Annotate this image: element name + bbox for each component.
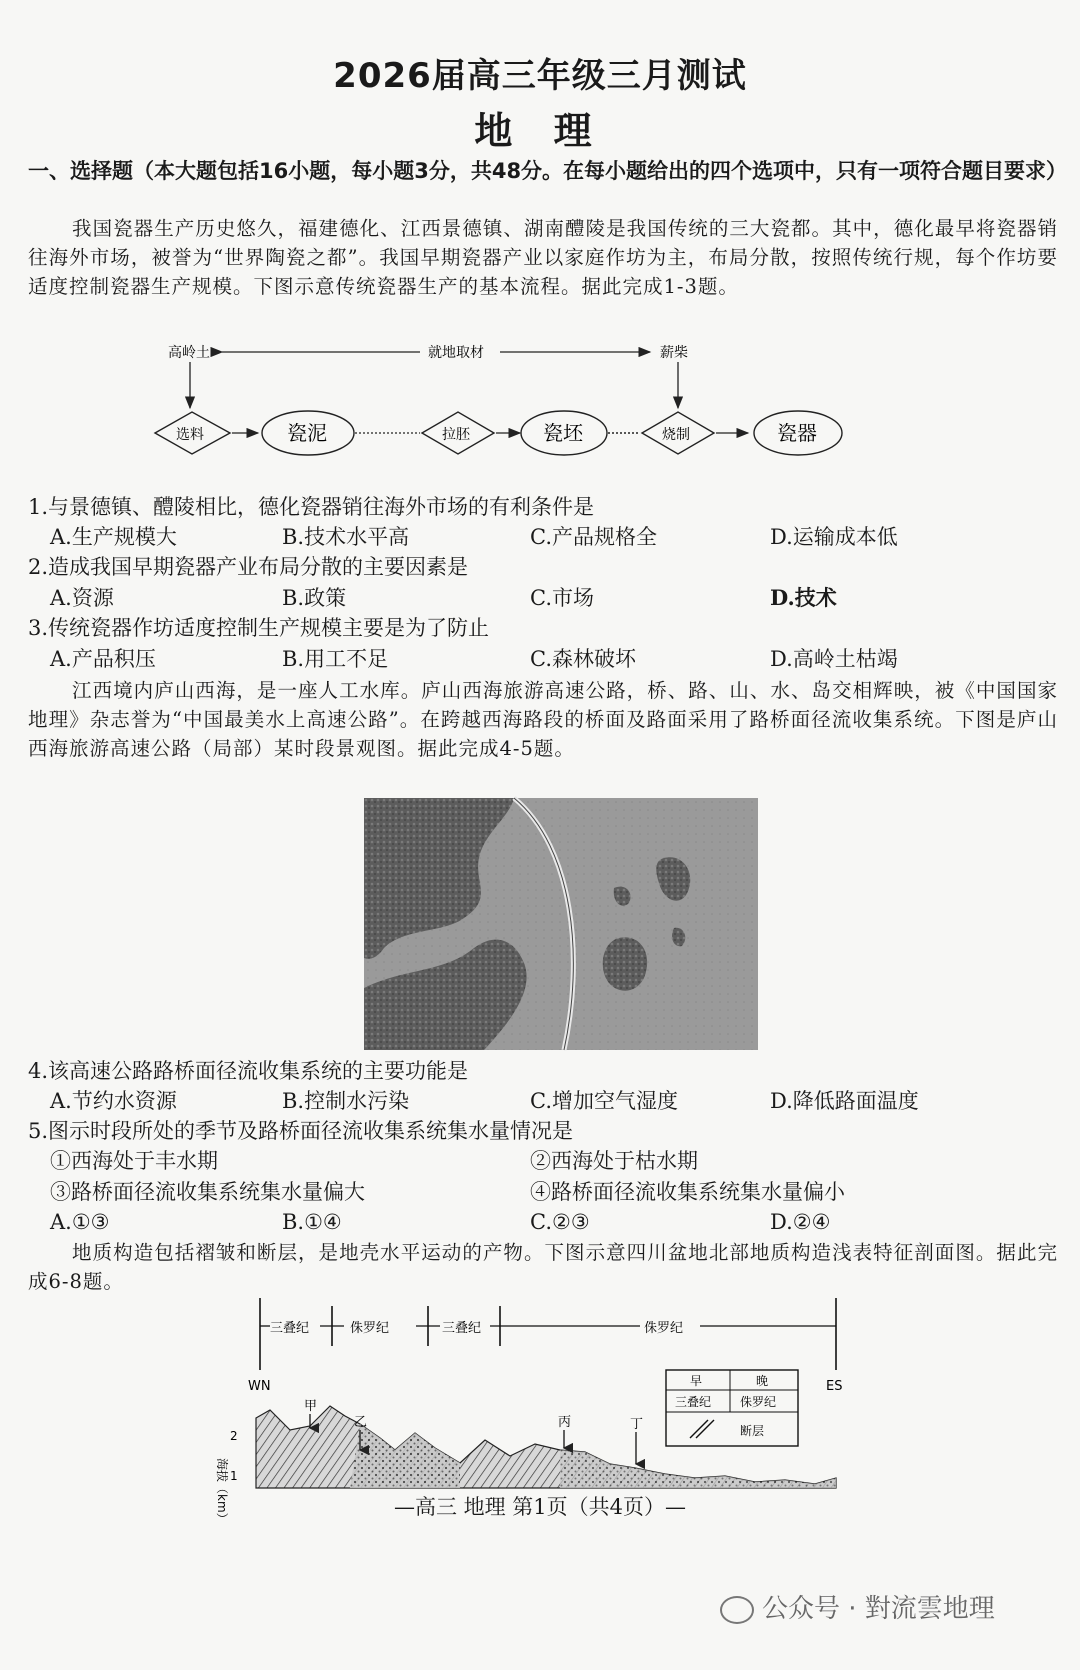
period-3: 三叠纪 <box>442 1321 482 1336</box>
q2-option-a[interactable]: A.资源 <box>50 586 114 610</box>
q2-option-b[interactable]: B.政策 <box>282 586 347 610</box>
legend-fault: 断层 <box>740 1424 765 1438</box>
q5-option-c[interactable]: C.②③ <box>530 1210 590 1234</box>
period-1: 三叠纪 <box>270 1321 310 1336</box>
question-5-stem: 5.图示时段所处的季节及路桥面径流收集系统集水量情况是 <box>28 1119 574 1143</box>
flow-top-right: 薪柴 <box>660 345 688 361</box>
porcelain-flow-diagram <box>150 340 870 470</box>
question-3-stem: 3.传统瓷器作坊适度控制生产规模主要是为了防止 <box>28 616 490 640</box>
flow-step3-label: 烧制 <box>662 427 690 443</box>
q5-option-d[interactable]: D.②④ <box>770 1210 831 1234</box>
ytick-1: 1 <box>230 1469 238 1483</box>
page-footer: —高三 地理 第1页（共4页）— <box>393 1495 687 1519</box>
q5-statement-3: ③路桥面径流收集系统集水量偏大 <box>50 1180 365 1204</box>
q1-option-b[interactable]: B.技术水平高 <box>282 525 410 549</box>
legend-jurassic: 侏罗纪 <box>740 1395 777 1409</box>
flow-node1-label: 瓷泥 <box>287 421 327 445</box>
legend-late: 晚 <box>756 1374 769 1388</box>
passage-1: 我国瓷器生产历史悠久，福建德化、江西景德镇、湖南醴陵是我国传统的三大瓷都。其中，德化最早将瓷器销往海外市场，被誉为“世界陶瓷之都”。我国早期瓷器产业以家庭作坊为主，布局分散，按照传统行规，每个作坊要适度控制瓷器生产规模。下图示意传统瓷器生产的基本流程。据此完成1-3题。 <box>28 217 1058 298</box>
q4-option-d[interactable]: D.降低路面温度 <box>770 1089 919 1113</box>
subject-title: 地 理 <box>474 108 606 153</box>
q4-option-b[interactable]: B.控制水污染 <box>282 1089 410 1113</box>
flow-step2-label: 拉胚 <box>442 427 470 443</box>
question-1-stem: 1.与景德镇、醴陵相比，德化瓷器销往海外市场的有利条件是 <box>28 495 595 519</box>
point-yi: 乙 <box>354 1415 368 1430</box>
flow-step1-label: 选料 <box>176 427 204 443</box>
q3-option-a[interactable]: A.产品积压 <box>50 647 156 671</box>
ytick-2: 2 <box>230 1429 238 1443</box>
q5-option-b[interactable]: B.①④ <box>282 1210 342 1234</box>
q3-option-d[interactable]: D.高岭土枯竭 <box>770 647 898 671</box>
q5-statement-4: ④路桥面径流收集系统集水量偏小 <box>530 1180 845 1204</box>
point-ding: 丁 <box>630 1417 644 1432</box>
legend-early: 早 <box>690 1374 703 1388</box>
direction-right: ES <box>826 1379 843 1394</box>
question-4-stem: 4.该高速公路路桥面径流收集系统的主要功能是 <box>28 1059 469 1083</box>
flow-node3-label: 瓷器 <box>777 421 817 445</box>
q1-option-a[interactable]: A.生产规模大 <box>50 525 177 549</box>
q2-option-c[interactable]: C.市场 <box>530 586 594 610</box>
y-axis-label: 海拔（km） <box>215 1458 229 1525</box>
q1-option-d[interactable]: D.运输成本低 <box>770 525 898 549</box>
q5-option-a[interactable]: A.①③ <box>50 1210 110 1234</box>
flow-top-mid: 就地取材 <box>428 345 484 361</box>
q5-statement-1: ①西海处于丰水期 <box>50 1149 218 1173</box>
passage-2: 江西境内庐山西海，是一座人工水库。庐山西海旅游高速公路，桥、路、山、水、岛交相辉映，被《中国国家地理》杂志誉为“中国最美水上高速公路”。在跨越西海路段的桥面及路面采用了路桥面径流收集系统。下图是庐山西海旅游高速公路（局部）某时段景观图。据此完成4-5题。 <box>28 679 1058 760</box>
passage-3: 地质构造包括褶皱和断层，是地壳水平运动的产物。下图示意四川盆地北部地质构造浅表特征剖面图。据此完成6-8题。 <box>28 1241 1058 1293</box>
period-4: 侏罗纪 <box>644 1321 684 1336</box>
wechat-icon <box>720 1596 754 1624</box>
exam-title: 2026届高三年级三月测试 <box>333 56 747 96</box>
q4-option-a[interactable]: A.节约水资源 <box>50 1089 177 1113</box>
q4-option-c[interactable]: C.增加空气湿度 <box>530 1089 678 1113</box>
section-heading: 一、选择题（本大题包括16小题，每小题3分，共48分。在每小题给出的四个选项中，只有一项符合题目要求） <box>28 159 1068 183</box>
watermark: 公众号 · 對流雲地理 <box>720 1588 995 1625</box>
q5-statement-2: ②西海处于枯水期 <box>530 1149 698 1173</box>
q1-option-c[interactable]: C.产品规格全 <box>530 525 657 549</box>
period-2: 侏罗纪 <box>350 1321 390 1336</box>
point-bing: 丙 <box>558 1415 572 1430</box>
legend-triassic: 三叠纪 <box>675 1395 712 1409</box>
q3-option-c[interactable]: C.森林破坏 <box>530 647 636 671</box>
flow-node2-label: 瓷坯 <box>543 421 583 445</box>
question-2-stem: 2.造成我国早期瓷器产业布局分散的主要因素是 <box>28 555 469 579</box>
q2-option-d[interactable]: D.技术 <box>770 585 837 610</box>
highway-aerial-photo <box>364 798 758 1050</box>
point-jia: 甲 <box>304 1399 318 1414</box>
flow-top-left: 高岭土 <box>168 345 210 361</box>
q3-option-b[interactable]: B.用工不足 <box>282 647 389 671</box>
direction-left: WN <box>248 1379 271 1394</box>
